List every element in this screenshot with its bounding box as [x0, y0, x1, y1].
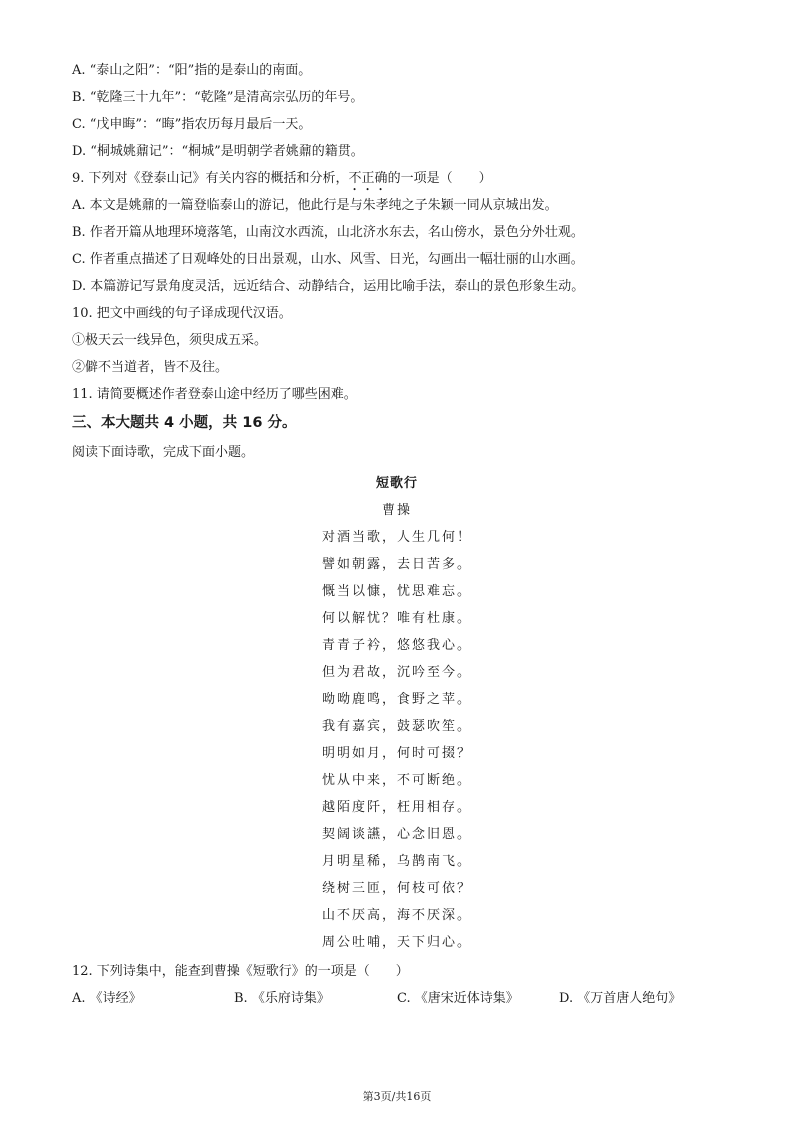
poem-line: 契阔谈讌，心念旧恩。	[321, 827, 472, 842]
q12-option-a: A. 《诗经》	[72, 991, 142, 1006]
poem-line: 明明如月，何时可掇？	[321, 746, 472, 761]
q9-option-d: D. 本篇游记写景角度灵活，远近结合、动静结合，运用比喻手法，泰山的景色形象生动。	[72, 279, 585, 294]
q9-stem-prefix: 9. 下列对《登泰山记》有关内容的概括和分析，	[72, 171, 349, 186]
poem-line: 呦呦鹿鸣，食野之苹。	[321, 692, 472, 707]
poem-line: 对酒当歌，人生几何！	[321, 530, 472, 545]
q9-stem	[72, 170, 492, 194]
poem-line: 我有嘉宾，鼓瑟吹笙。	[321, 719, 472, 734]
poem-line: 忧从中来，不可断绝。	[321, 773, 472, 788]
q9-option-c: C. 作者重点描述了日观峰处的日出景观，山水、风雪、日光，勾画出一幅壮丽的山水画。	[72, 252, 584, 267]
q8-option-a: A. “泰山之阳”：“阳”指的是泰山的南面。	[72, 63, 312, 78]
section-instruction: 阅读下面诗歌，完成下面小题。	[72, 445, 255, 460]
poem-line: 越陌度阡，枉用相存。	[321, 800, 472, 815]
poem-line: 何以解忧？唯有杜康。	[321, 611, 472, 626]
poem-line: 但为君故，沉吟至今。	[321, 665, 472, 680]
poem-line: 月明星稀，乌鹊南飞。	[321, 854, 472, 869]
poem-line: 周公吐哺，天下归心。	[321, 935, 472, 950]
q8-option-c: C. “戊申晦”：“晦”指农历每月最后一天。	[72, 117, 312, 132]
q11-stem: 11. 请简要概述作者登泰山途中经历了哪些困难。	[72, 387, 357, 402]
q9-option-a: A. 本文是姚鼐的一篇登临泰山的游记，他此行是与朱孝纯之子朱颖一同从京城出发。	[72, 198, 558, 213]
section-heading: 三、本大题共 4 小题，共 16 分。	[72, 415, 297, 431]
q12-option-b: B. 《乐府诗集》	[234, 991, 330, 1006]
q9-option-b: B. 作者开篇从地理环境落笔，山南汶水西流，山北济水东去，名山傍水，景色分外壮观。	[72, 225, 584, 240]
q12-option-c: C. 《唐宋近体诗集》	[397, 991, 519, 1006]
poem-line: 绕树三匝，何枝可依？	[321, 881, 472, 896]
q10-item-1: ①极天云一线异色，须臾成五采。	[72, 333, 268, 348]
poem-line: 慨当以慷，忧思难忘。	[321, 584, 472, 599]
poem-author: 曹操	[381, 503, 412, 518]
q12-stem: 12. 下列诗集中，能查到曹操《短歌行》的一项是（ ）	[72, 964, 409, 979]
poem-line: 譬如朝露，去日苦多。	[321, 557, 472, 572]
poem-line: 青青子衿，悠悠我心。	[321, 638, 472, 653]
q10-item-2: ②僻不当道者，皆不及往。	[72, 360, 229, 375]
q10-stem: 10. 把文中画线的句子译成现代汉语。	[72, 306, 292, 321]
q8-option-d: D. “桐城姚鼐记”：“桐城”是明朝学者姚鼐的籍贯。	[72, 144, 364, 159]
q12-option-d: D. 《万首唐人绝句》	[559, 991, 682, 1006]
q9-stem-suffix: 的一项是（ ）	[387, 171, 492, 186]
q9-stem-emphasis: 不正确	[348, 171, 388, 186]
q8-option-b: B. “乾隆三十九年”：“乾隆”是清高宗弘历的年号。	[72, 90, 364, 105]
poem-title: 短歌行	[375, 476, 418, 491]
poem-line: 山不厌高，海不厌深。	[321, 908, 472, 923]
page-footer: 第3页/共16页	[362, 1090, 432, 1103]
